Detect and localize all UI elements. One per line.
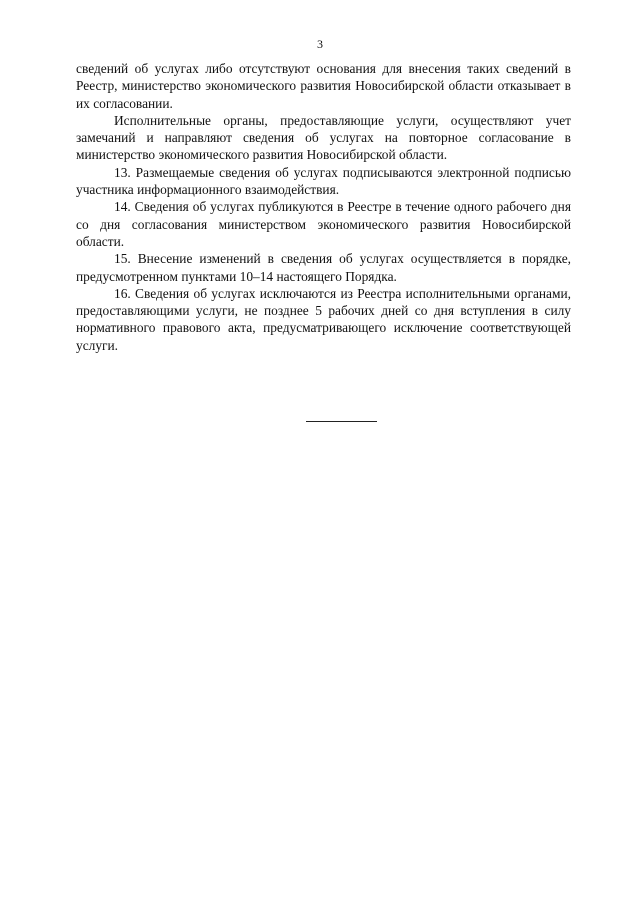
paragraph-item-15: 15. Внесение изменений в сведения об услугах осуществляется в порядке, предусмотренном пунктами 10–14 настоящего Порядка. (76, 251, 571, 284)
paragraph-continuation: сведений об услугах либо отсутствуют основания для внесения таких сведений в Реестр, министерство экономического развития Новосибирской области отказывает в их согласовании. (76, 61, 571, 111)
paragraph-item-16: 16. Сведения об услугах исключаются из Реестра исполнительными органами, предоставляющими услуги, не позднее 5 рабочих дней со дня вступления в силу нормативного правового акта, предусматривающего исключение соответствующей услуги. (76, 285, 571, 353)
paragraph-executive-bodies: Исполнительные органы, предоставляющие услуги, осуществляют учет замечаний и направляют сведения об услугах на повторное согласование в министерство экономического развития Новосибирской области. (76, 112, 571, 163)
document-body (76, 60, 571, 354)
page-number: 3 (317, 37, 323, 51)
end-separator-line (306, 421, 377, 422)
paragraph-item-13: 13. Размещаемые сведения об услугах подписываются электронной подписью участника информационного взаимодействия. (76, 164, 571, 198)
paragraph-item-14: 14. Сведения об услугах публикуются в Реестре в течение одного рабочего дня со дня согласования министерством экономического развития Новосибирской области. (76, 199, 571, 249)
